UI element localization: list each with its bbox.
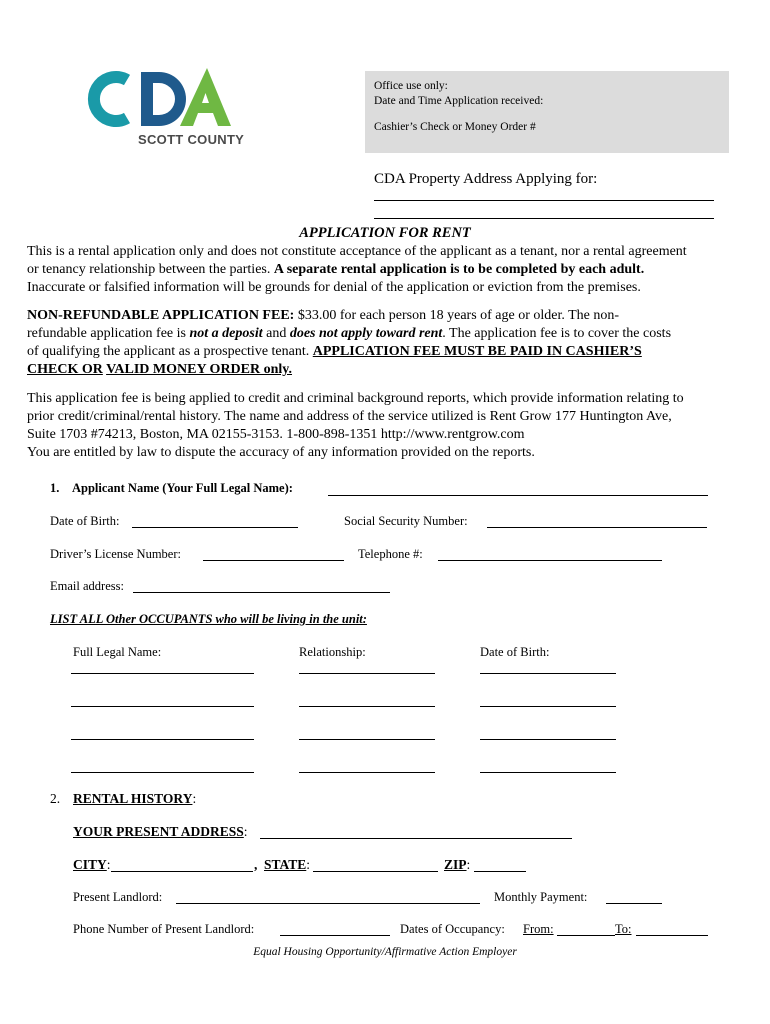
credit-paragraph xyxy=(27,390,747,462)
ssn-field[interactable] xyxy=(487,527,707,528)
occupant-2-name-field[interactable] xyxy=(71,706,254,707)
office-use-label: Office use only: xyxy=(374,80,448,92)
occupant-3-relationship-field[interactable] xyxy=(299,739,435,740)
zip-text: ZIP xyxy=(444,857,467,872)
fee-line-4 xyxy=(27,361,747,379)
check-or-text: CHECK OR xyxy=(27,362,103,377)
applicant-name-field[interactable] xyxy=(328,495,708,496)
city-field[interactable] xyxy=(111,871,253,872)
telephone-field[interactable] xyxy=(438,560,662,561)
monthly-payment-field[interactable] xyxy=(606,903,662,904)
credit-line-2: prior credit/criminal/rental history. The name and address of the service utilized is Rent Grow 177 Huntington Ave, xyxy=(27,409,672,424)
present-address-colon: : xyxy=(243,824,248,839)
occupant-1-dob-field[interactable] xyxy=(480,673,616,674)
dob-label: Date of Birth: xyxy=(50,514,120,528)
present-landlord-field[interactable] xyxy=(176,903,480,904)
dates-occupancy-label: Dates of Occupancy: xyxy=(400,922,505,936)
logo-letter-a xyxy=(180,68,231,126)
intro-line-2 xyxy=(27,261,747,279)
ssn-label: Social Security Number: xyxy=(344,514,468,528)
fee-line-1 xyxy=(27,307,747,325)
zip-colon: : xyxy=(466,857,471,872)
occupant-2-relationship-field[interactable] xyxy=(299,706,435,707)
present-address-text: YOUR PRESENT ADDRESS xyxy=(73,824,244,839)
intro-paragraph xyxy=(27,243,747,297)
email-label: Email address: xyxy=(50,579,124,593)
present-landlord-label: Present Landlord: xyxy=(73,890,163,904)
city-colon: : xyxy=(106,857,111,872)
money-order-text: VALID MONEY ORDER only. xyxy=(106,362,293,377)
logo-letter-d xyxy=(141,72,186,126)
fee-line-2-c: and xyxy=(262,326,290,341)
not-toward-rent-text: does not apply toward rent xyxy=(289,326,443,341)
city-text: CITY xyxy=(73,857,107,872)
page-title: APPLICATION FOR RENT xyxy=(299,225,471,241)
payment-requirement-text: APPLICATION FEE MUST BE PAID IN CASHIER’S xyxy=(312,344,642,359)
intro-line-3: Inaccurate or falsified information will be grounds for denial of the application or eviction from the premises. xyxy=(27,280,641,295)
section-1-number: 1. xyxy=(50,481,60,495)
fee-line-3-a: of qualifying the applicant as a prospective tenant. xyxy=(27,344,313,359)
occupant-relationship-header: Relationship: xyxy=(299,645,366,659)
fee-label: NON-REFUNDABLE APPLICATION FEE: xyxy=(27,308,295,323)
fee-amount-text: $33.00 for each person 18 years of age or older. The non- xyxy=(294,308,620,323)
fee-line-3 xyxy=(27,343,747,361)
rental-history-text: RENTAL HISTORY xyxy=(73,791,193,806)
present-address-label xyxy=(73,824,248,840)
occupant-1-name-field[interactable] xyxy=(71,673,254,674)
license-field[interactable] xyxy=(203,560,344,561)
rental-history-colon: : xyxy=(192,791,197,806)
intro-line-2-text: or tenancy relationship between the parties. xyxy=(27,262,274,277)
occupancy-from-label: From: xyxy=(523,922,554,936)
state-text: STATE xyxy=(264,857,307,872)
state-field[interactable] xyxy=(313,871,438,872)
applicant-name-label: Applicant Name (Your Full Legal Name): xyxy=(72,481,293,495)
state-label xyxy=(264,857,310,873)
occupant-1-relationship-field[interactable] xyxy=(299,673,435,674)
not-a-deposit-text: not a deposit xyxy=(189,326,263,341)
telephone-label: Telephone #: xyxy=(358,547,423,561)
rental-history-heading xyxy=(73,791,196,807)
email-field[interactable] xyxy=(133,592,390,593)
zip-field[interactable] xyxy=(474,871,526,872)
occupancy-from-field[interactable] xyxy=(557,935,615,936)
city-state-comma: , xyxy=(254,857,258,872)
fee-line-2 xyxy=(27,325,747,343)
present-address-field[interactable] xyxy=(260,838,572,839)
date-time-received-label: Date and Time Application received: xyxy=(374,95,544,107)
occupant-4-name-field[interactable] xyxy=(71,772,254,773)
occupant-4-relationship-field[interactable] xyxy=(299,772,435,773)
credit-line-4: You are entitled by law to dispute the accuracy of any information provided on the reports. xyxy=(27,445,535,460)
credit-line-3: Suite 1703 #74213, Boston, MA 02155-3153. 1-800-898-1351 http://www.rentgrow.com xyxy=(27,427,525,442)
separate-application-note: A separate rental application is to be completed by each adult. xyxy=(273,262,645,277)
occupant-name-header: Full Legal Name: xyxy=(73,645,162,659)
occupants-heading: LIST ALL Other OCCUPANTS who will be living in the unit: xyxy=(50,612,367,626)
landlord-phone-field[interactable] xyxy=(280,935,390,936)
fee-line-2-a: refundable application fee is xyxy=(27,326,190,341)
cashiers-check-label: Cashier’s Check or Money Order # xyxy=(374,121,536,133)
occupant-dob-header: Date of Birth: xyxy=(480,645,550,659)
occupant-2-dob-field[interactable] xyxy=(480,706,616,707)
occupant-3-dob-field[interactable] xyxy=(480,739,616,740)
logo-letter-c xyxy=(94,77,127,121)
property-address-line-2[interactable] xyxy=(374,218,714,219)
occupancy-to-field[interactable] xyxy=(636,935,708,936)
occupancy-to-label: To: xyxy=(615,922,632,936)
fee-line-2-e: . The application fee is to cover the costs xyxy=(442,326,672,341)
occupant-3-name-field[interactable] xyxy=(71,739,254,740)
license-label: Driver’s License Number: xyxy=(50,547,181,561)
office-use-box xyxy=(365,71,729,153)
intro-line-1: This is a rental application only and does not constitute acceptance of the applicant as a tenant, nor a rental agreement xyxy=(27,244,687,259)
logo-county-text: SCOTT COUNTY xyxy=(138,132,245,147)
property-address-label: CDA Property Address Applying for: xyxy=(374,171,598,187)
cda-logo xyxy=(83,66,263,150)
monthly-payment-label: Monthly Payment: xyxy=(494,890,588,904)
landlord-phone-label: Phone Number of Present Landlord: xyxy=(73,922,255,936)
zip-label xyxy=(444,857,470,873)
occupant-4-dob-field[interactable] xyxy=(480,772,616,773)
state-colon: : xyxy=(306,857,311,872)
property-address-line-1[interactable] xyxy=(374,200,714,201)
footer-text: Equal Housing Opportunity/Affirmative Action Employer xyxy=(253,946,517,958)
credit-line-1: This application fee is being applied to credit and criminal background reports, which provide information relating to xyxy=(27,391,684,406)
city-label xyxy=(73,857,111,873)
section-2-number: 2. xyxy=(50,791,61,806)
dob-field[interactable] xyxy=(132,527,298,528)
fee-paragraph xyxy=(27,307,747,379)
